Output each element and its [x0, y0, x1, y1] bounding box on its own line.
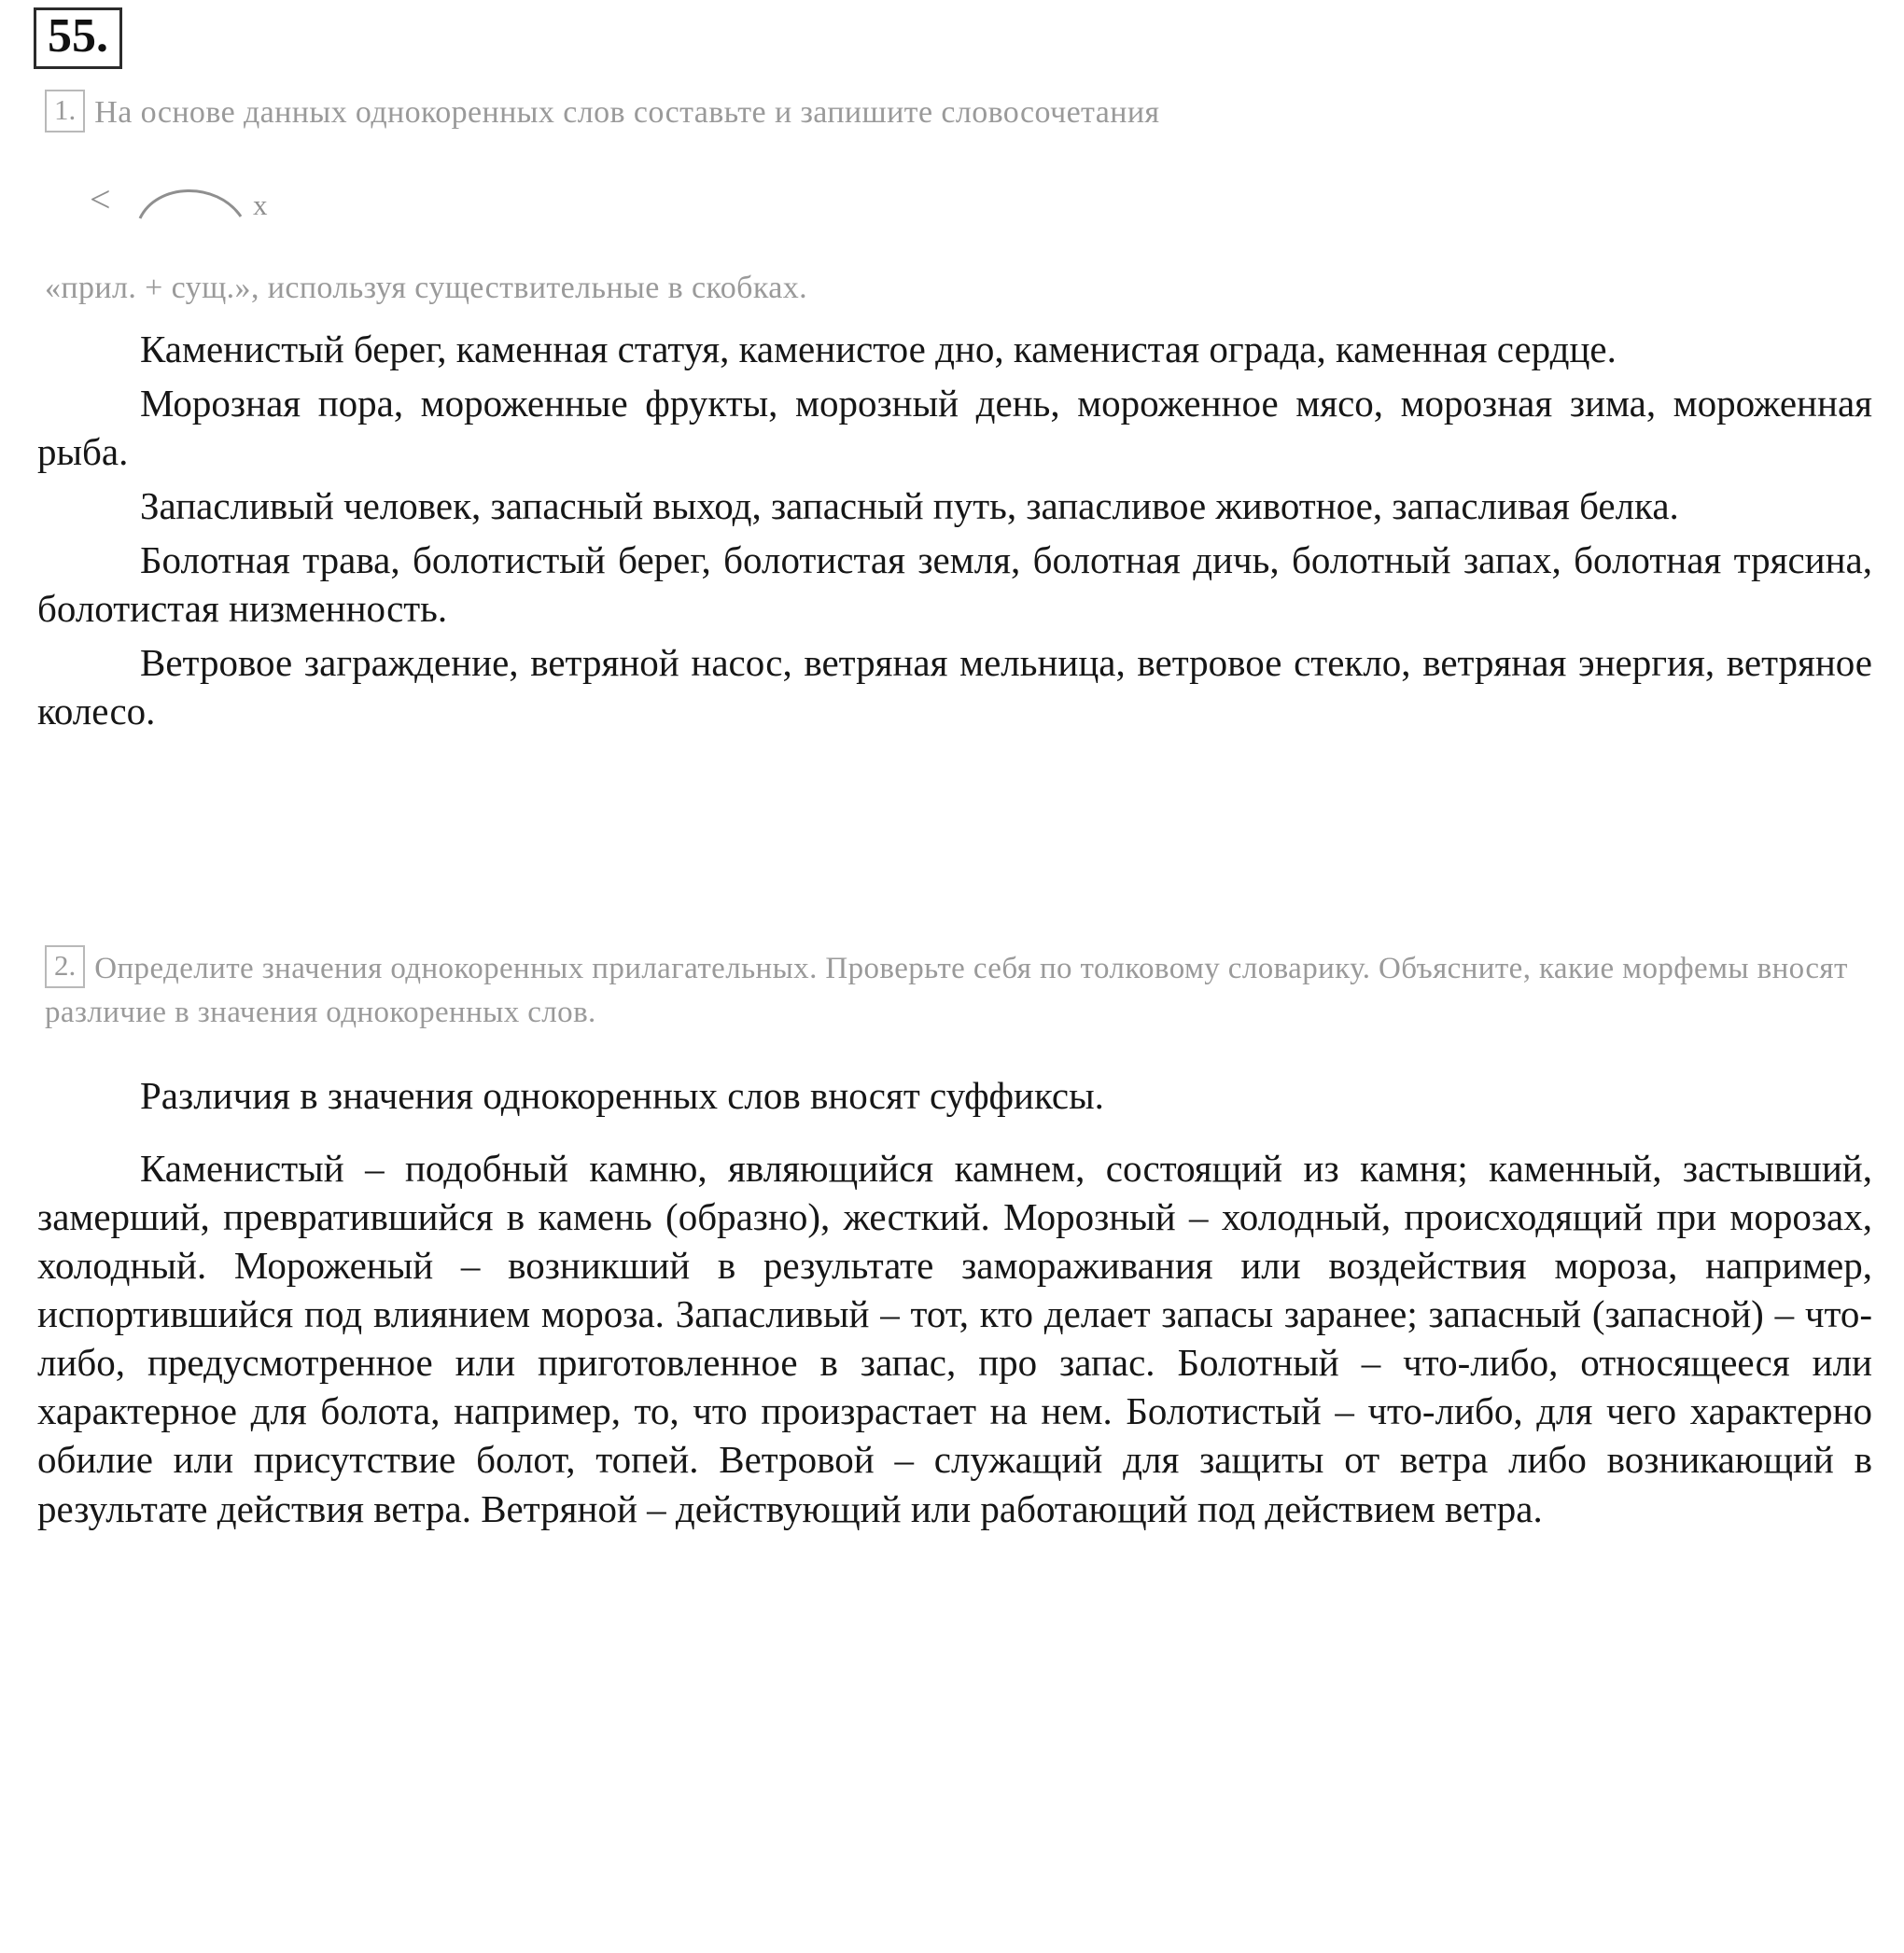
task-1 — [45, 90, 1867, 135]
exercise-number: 55. — [34, 7, 122, 69]
answer-1 — [37, 325, 1872, 742]
answer-1-paragraph: Каменистый берег, каменная статуя, каменистое дно, каменистая ограда, каменная сердце. — [140, 328, 1617, 370]
task-1-marker: 1. — [45, 90, 85, 133]
answer-1-paragraph: Морозная пора, мороженные фрукты, морозный день, мороженное мясо, морозная зима, мороженная рыба. — [37, 382, 1872, 474]
task-1-text-line-2: «прил. + сущ.», используя существительные в скобках. — [45, 271, 808, 305]
exercise-number-box — [34, 7, 122, 69]
answer-2 — [37, 1071, 1872, 1533]
answer-2-paragraph: Каменистый – подобный камню, являющийся камнем, состоящий из камня; каменный, застывший, замерший, превратившийся в камень (образно), жесткий. Морозный – холодный, происходящий при морозах, холодный. Мороженый – возникший в результате замораживания или воздействия мороза, например, испортившийся под влиянием мороза. Запасливый – тот, кто делает запасы заранее; запасный (запасной) – что-либо, предусмотренное или приготовленное в запас, про запас. Болотный – что-либо, относящееся или характерное для болота, например, то, что произрастает на нем. Болотистый – что-либо, для чего характерно обилие или присутствие болот, топей. Ветровой – служащий для защиты от ветра либо возникающий в результате действия ветра. Ветряной – действующий или работающий под действием ветра. — [37, 1147, 1872, 1530]
task-2 — [45, 945, 1867, 1035]
answer-1-paragraph: Болотная трава, болотистый берег, болотистая земля, болотная дичь, болотный запах, болотная трясина, болотистая низменность. — [37, 538, 1872, 631]
answer-2-paragraph: Различия в значения однокоренных слов вносят суффиксы. — [140, 1074, 1104, 1117]
scheme-left-symbol: < — [90, 178, 111, 220]
task-2-text: Определите значения однокоренных прилагательных. Проверьте себя по толковому словарику. Объясните, какие морфемы вносят различие в значения однокоренных слов. — [45, 952, 1848, 1029]
task-2-marker: 2. — [45, 945, 85, 988]
task-1-text-line-1: На основе данных однокоренных слов составьте и запишите словосочетания — [94, 95, 1160, 130]
phrase-scheme — [90, 174, 304, 239]
arc-icon — [136, 179, 248, 227]
answer-1-paragraph: Ветровое заграждение, ветряной насос, ветряная мельница, ветровое стекло, ветряная энергия, ветряное колесо. — [37, 641, 1872, 733]
scheme-x-symbol: x — [253, 188, 268, 221]
answer-1-paragraph: Запасливый человек, запасный выход, запасный путь, запасливое животное, запасливая белка. — [140, 484, 1679, 528]
